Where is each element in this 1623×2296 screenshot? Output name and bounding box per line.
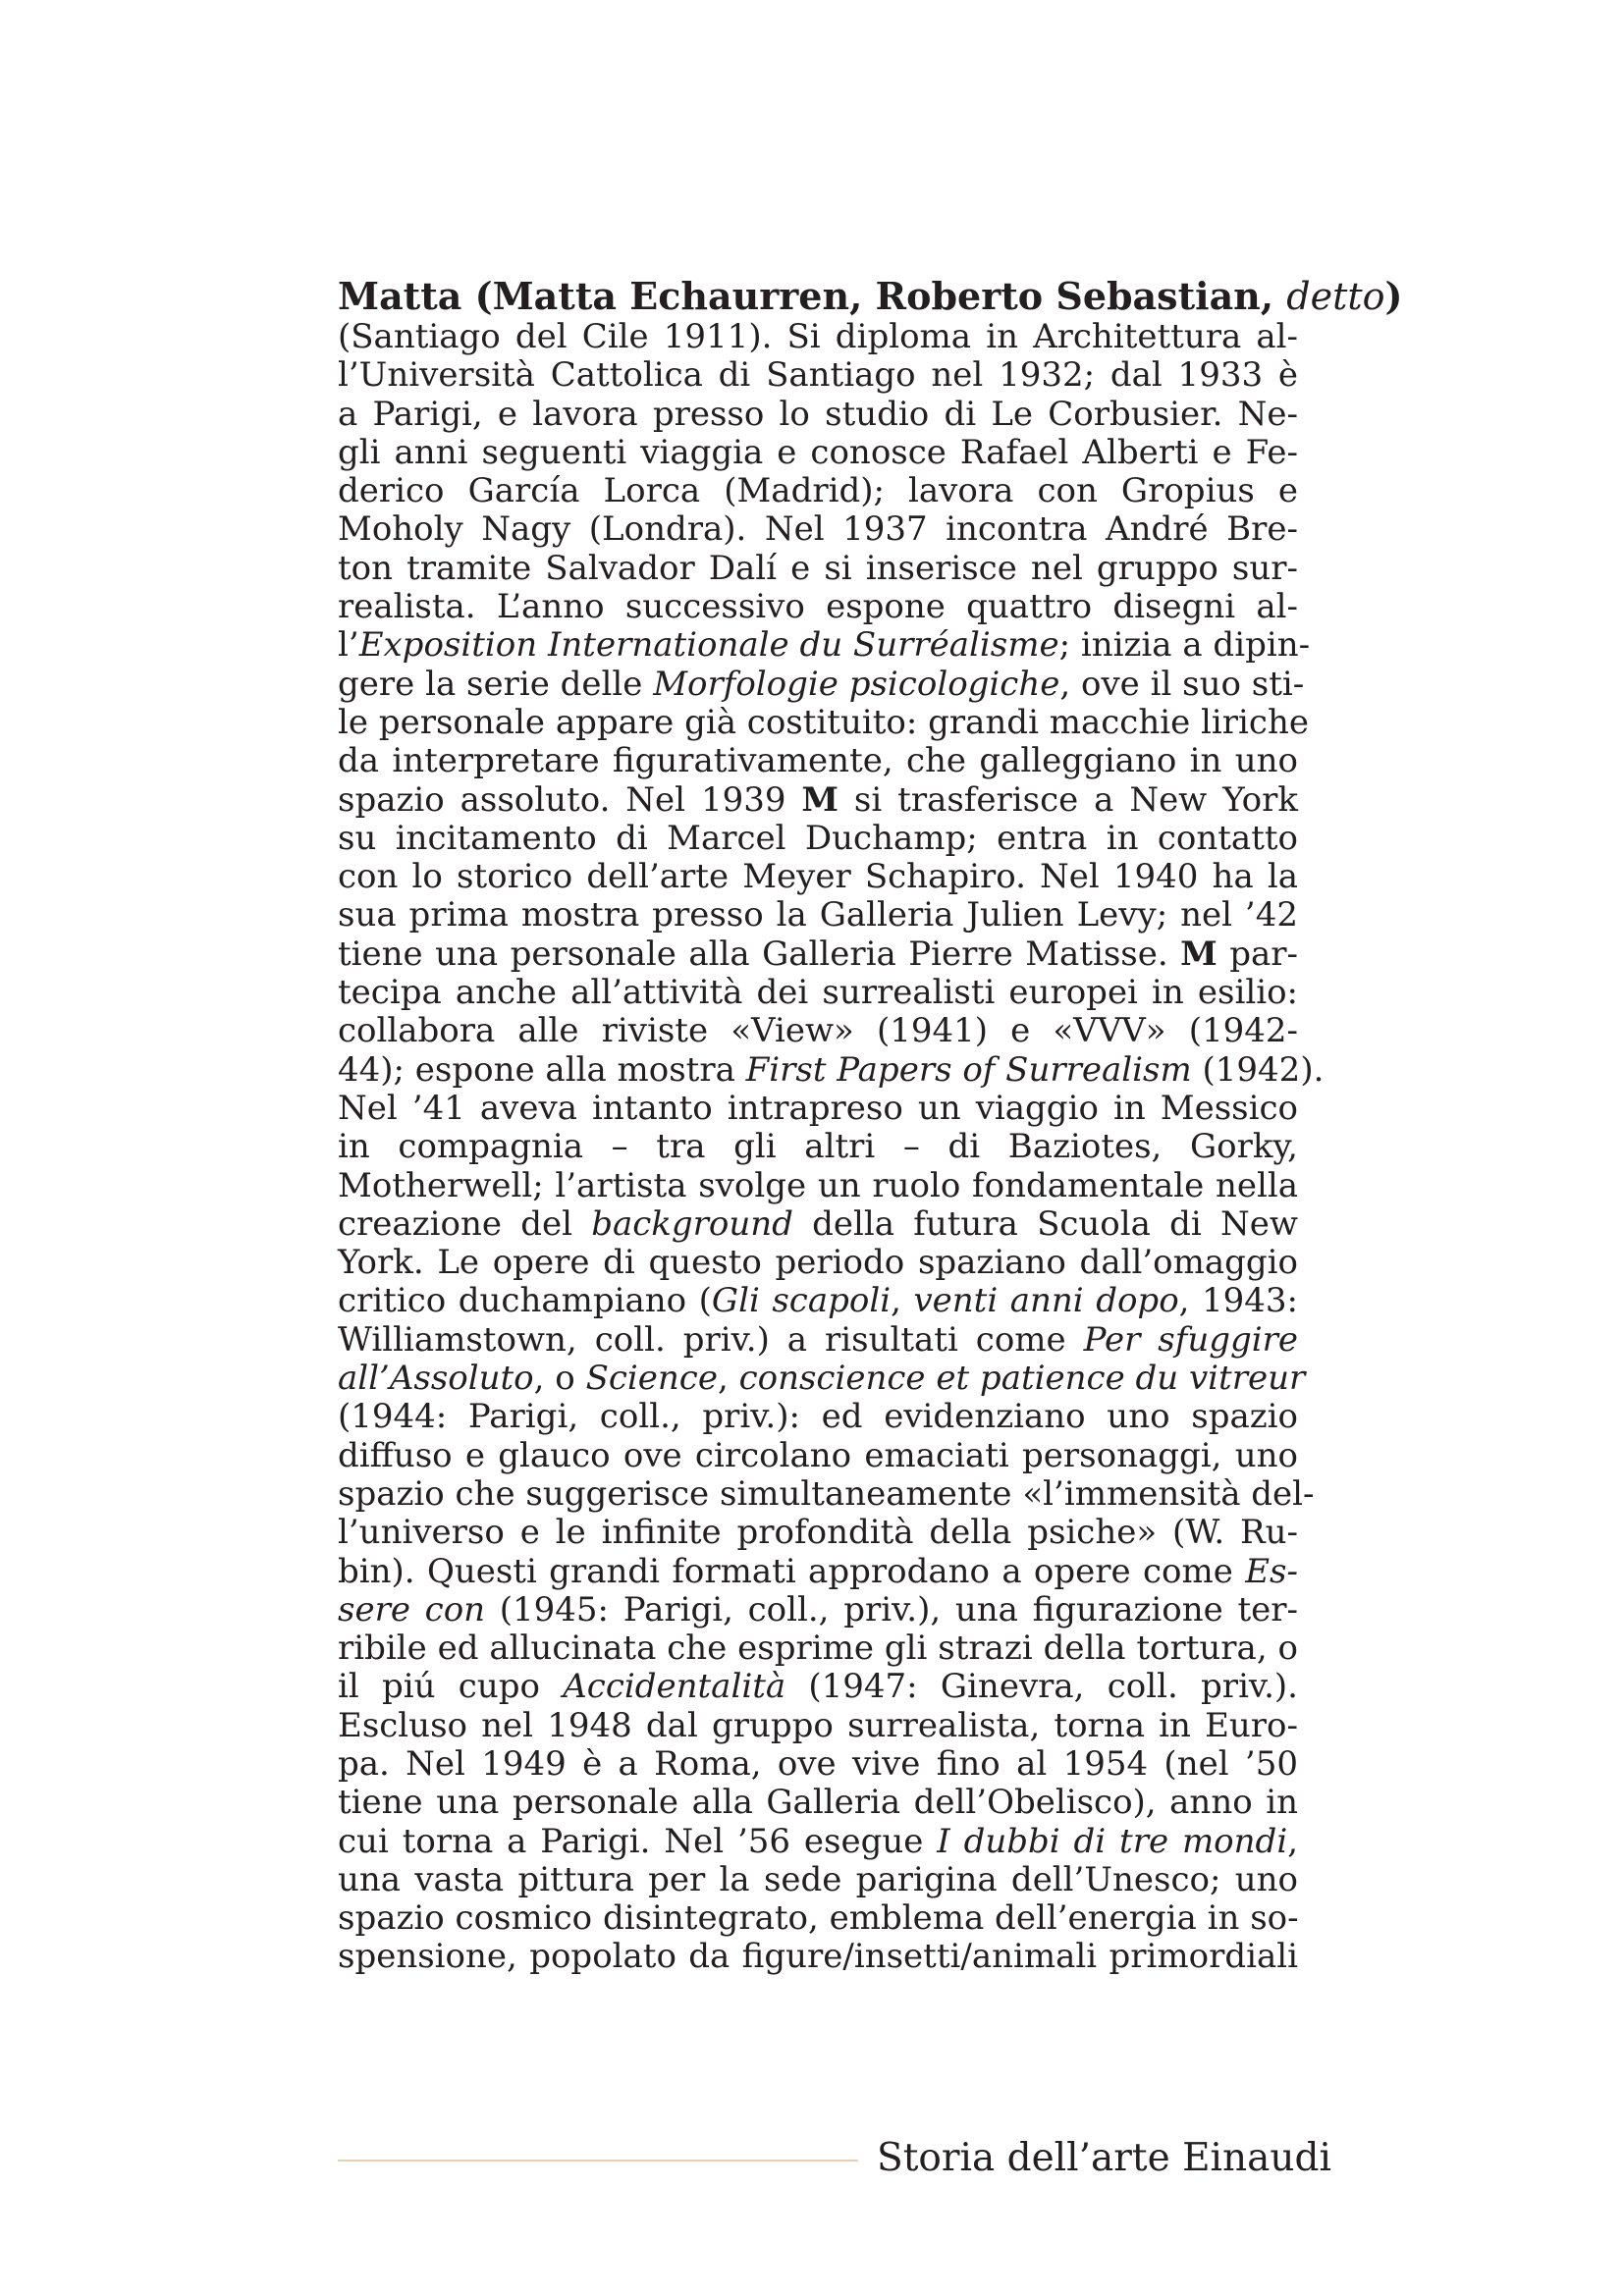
text-run: in compagnia – tra gli altri – di Baziotes, Gorky, [338, 1127, 1298, 1167]
text-run: , [891, 1281, 914, 1321]
entry-heading-name: Matta (Matta Echaurren, Roberto Sebastian, [338, 274, 1274, 318]
entry-heading [338, 274, 1403, 318]
entry-heading-qualifier: detto [1286, 275, 1385, 318]
text-run: , 1943: [1178, 1281, 1298, 1321]
text-line [338, 625, 1311, 666]
text-line [338, 1049, 1325, 1090]
text-run: ton tramite Salvador Dalí e si inserisce nel gruppo sur- [338, 548, 1298, 588]
text-line [338, 550, 1298, 588]
text-line [338, 1359, 1306, 1399]
text-line [338, 1823, 1298, 1861]
text-line [338, 742, 1298, 780]
text-run: una vasta pittura per la sede parigina dell’Unesco; uno [338, 1859, 1298, 1899]
text-line [338, 1321, 1298, 1360]
text-line [338, 896, 1298, 934]
text-run: l’universo e le infinite profondità della psiche» (W. Ru- [338, 1513, 1298, 1553]
text-run: , ove il suo sti- [1059, 664, 1305, 704]
text-line [338, 935, 1298, 974]
text-run: tecipa anche all’attività dei surrealisti europei in esilio: [338, 973, 1298, 1013]
text-run: , [717, 1359, 739, 1399]
text-line [338, 1244, 1298, 1282]
italic-run: all’Assoluto [338, 1359, 534, 1399]
text-run: spensione, popolato da figure/insetti/animali primordiali [338, 1937, 1298, 1977]
text-run: collabora alle riviste «View» (1941) e «VVV» (1942- [338, 1011, 1298, 1051]
text-run: ribile ed allucinata che esprime gli strazi della tortura, o [338, 1629, 1298, 1669]
text-line [338, 1629, 1298, 1668]
text-line [338, 1938, 1298, 1976]
text-run: tiene una personale alla Galleria Pierre Matisse. [338, 934, 1181, 974]
text-line [338, 1167, 1298, 1205]
text-run: le personale appare già costituito: grandi macchie liriche [338, 702, 1309, 742]
text-line [338, 820, 1298, 858]
text-run: spazio cosmico disintegrato, emblema dell’energia in so- [338, 1898, 1299, 1939]
text-run: (1947: Ginevra, coll. priv.). [785, 1667, 1298, 1707]
text-run: l’ [338, 625, 359, 666]
entry-heading-close: ) [1384, 274, 1403, 318]
text-line [338, 781, 1298, 820]
text-run: tiene una personale alla Galleria dell’Obelisco), anno in [338, 1783, 1298, 1823]
text-run: diffuso e glauco ove circolano emaciati personaggi, uno [338, 1435, 1298, 1475]
text-line [338, 1784, 1298, 1822]
italic-run: conscience et patience du vitreur [738, 1359, 1306, 1399]
text-run: con lo storico dell’arte Meyer Schapiro. Nel 1940 ha la [338, 857, 1298, 897]
bold-run: M [1180, 934, 1217, 974]
text-run: critico duchampiano ( [338, 1281, 712, 1321]
text-run: (1945: Parigi, coll., priv.), una figurazione ter- [485, 1589, 1298, 1629]
text-line [338, 1861, 1298, 1899]
text-run: Nel ’41 aveva intanto intrapreso un viaggio in Messico [338, 1088, 1298, 1128]
text-run: della futura Scuola di New [792, 1203, 1298, 1244]
text-line [338, 1591, 1298, 1629]
text-run: gli anni seguenti viaggia e conosce Rafael Alberti e Fe- [338, 432, 1298, 472]
italic-run: sere con [338, 1589, 486, 1629]
text-line [338, 1090, 1298, 1128]
text-run: Escluso nel 1948 dal gruppo surrealista, torna in Euro- [338, 1705, 1298, 1745]
italic-run: Morfologie psicologiche [653, 664, 1060, 704]
text-line [338, 396, 1298, 434]
italic-run: Accidentalità [563, 1667, 786, 1707]
text-line [338, 1553, 1298, 1591]
text-run: (1944: Parigi, coll., priv.): ed evidenziano uno spazio [338, 1397, 1298, 1437]
text-line [338, 1707, 1298, 1745]
text-run: , [1287, 1821, 1298, 1861]
text-line [338, 356, 1298, 395]
text-line [338, 1282, 1298, 1320]
text-run: ; inizia a dipin- [1058, 625, 1311, 666]
text-line [338, 1437, 1298, 1475]
text-line [338, 1398, 1298, 1436]
text-line [338, 434, 1298, 472]
text-line [338, 664, 1305, 704]
text-run: bin). Questi grandi formati approdano a opere come [338, 1551, 1246, 1591]
text-run: il piú cupo [338, 1667, 564, 1707]
text-run: Moholy Nagy (Londra). Nel 1937 incontra André Bre- [338, 509, 1298, 550]
text-run: 44); espone alla mostra [338, 1049, 746, 1090]
text-line [338, 1745, 1298, 1784]
text-run: cui torna a Parigi. Nel ’56 esegue [338, 1821, 938, 1861]
text-line [338, 588, 1298, 626]
italic-run: Exposition Internationale du Surréalisme [358, 625, 1059, 666]
text-run: , o [533, 1359, 586, 1399]
text-run: sua prima mostra presso la Galleria Julien Levy; nel ’42 [338, 895, 1298, 935]
italic-run: background [591, 1203, 793, 1244]
italic-run: Science [585, 1359, 718, 1399]
italic-run: First Papers of Surrealism [745, 1049, 1192, 1090]
italic-run: Per sfuggire [1083, 1319, 1298, 1360]
encyclopedia-entry [338, 274, 1403, 1977]
text-line [338, 472, 1298, 510]
text-run: realista. L’anno successivo espone quattro disegni al- [338, 587, 1298, 627]
text-run: (1942). [1191, 1049, 1325, 1090]
text-run: su incitamento di Marcel Duchamp; entra in contatto [338, 818, 1298, 858]
italic-run: Gli scapoli [711, 1281, 892, 1321]
text-line [338, 1012, 1298, 1050]
text-run: l’Università Cattolica di Santiago nel 1932; dal 1933 è [338, 355, 1298, 396]
italic-run: venti anni dopo [913, 1281, 1179, 1321]
text-run: creazione del [338, 1203, 592, 1244]
text-line [338, 1899, 1298, 1938]
italic-run: I dubbi di tre mondi [937, 1821, 1288, 1861]
text-run: a Parigi, e lavora presso lo studio di Le Corbusier. Ne- [338, 394, 1298, 434]
text-run: York. Le opere di questo periodo spaziano dall’omaggio [338, 1243, 1298, 1283]
text-run: Williamstown, coll. priv.) a risultati come [338, 1319, 1084, 1360]
text-run: si trasferisce a New York [839, 779, 1299, 820]
text-run: Motherwell; l’artista svolge un ruolo fondamentale nella [338, 1165, 1298, 1205]
text-line [338, 974, 1298, 1012]
text-line [338, 510, 1298, 549]
text-line [338, 1128, 1298, 1166]
text-run: da interpretare figurativamente, che galleggiano in uno [338, 741, 1298, 781]
text-line [338, 858, 1298, 896]
text-line [338, 702, 1309, 742]
footer-book-title: Storia dell’arte Einaudi [877, 2136, 1331, 2180]
text-run: derico García Lorca (Madrid); lavora con Gropius e [338, 471, 1298, 511]
text-line [338, 318, 1298, 356]
text-run: (Santiago del Cile 1911). Si diploma in Architettura al- [338, 317, 1298, 356]
text-line [338, 1205, 1298, 1244]
text-run: pa. Nel 1949 è a Roma, ove vive fino al 1954 (nel ’50 [338, 1743, 1298, 1784]
text-run: spazio che suggerisce simultaneamente «l’immensità del- [338, 1473, 1315, 1514]
italic-run: Es- [1245, 1551, 1298, 1591]
footer-rule [338, 2160, 858, 2162]
text-run: gere la serie delle [338, 664, 654, 704]
entry-body [338, 317, 1325, 1977]
bold-run: M [801, 779, 839, 820]
text-run: spazio assoluto. Nel 1939 [338, 779, 802, 820]
text-line [338, 1668, 1298, 1706]
text-line [338, 1514, 1298, 1552]
text-run: par- [1217, 934, 1299, 974]
text-line [338, 1473, 1315, 1514]
